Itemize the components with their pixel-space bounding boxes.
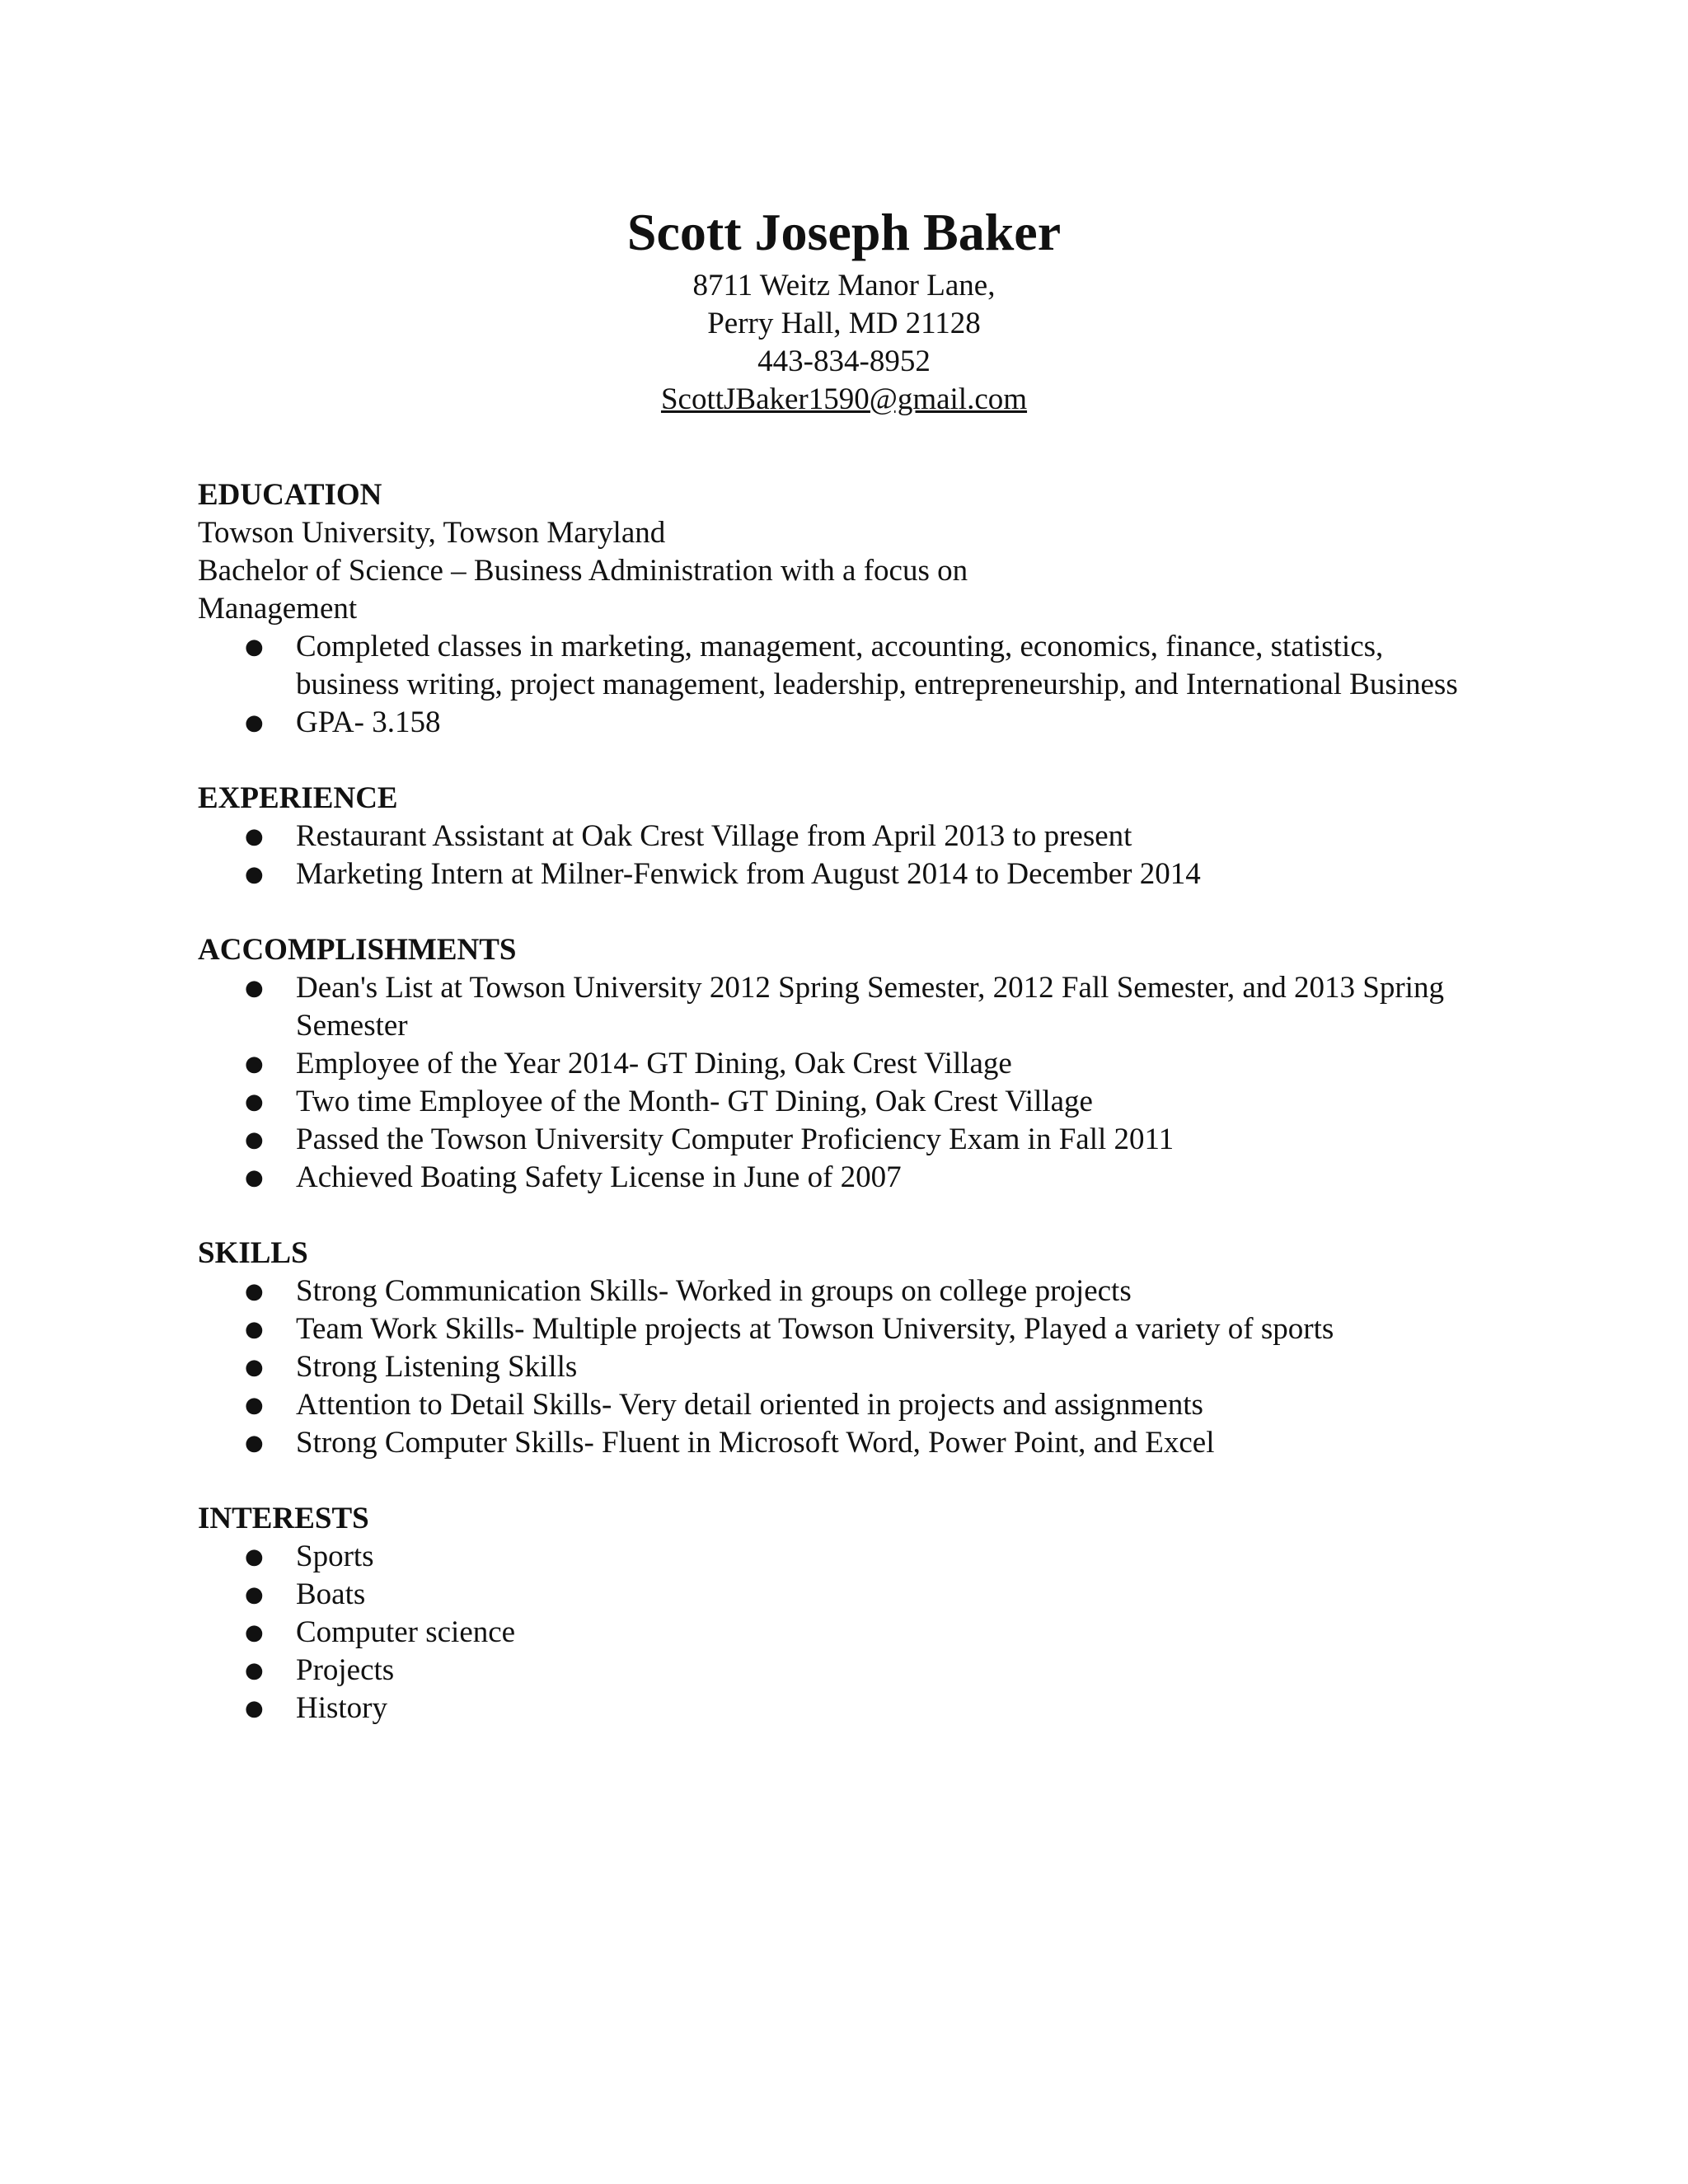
bullet-icon: ● <box>245 862 264 887</box>
address-line-2: Perry Hall, MD 21128 <box>707 307 981 340</box>
list-item-text: Restaurant Assistant at Oak Crest Village from April 2013 to present <box>296 819 1132 853</box>
list-item <box>198 1614 1484 1652</box>
skills-list <box>198 1272 1484 1462</box>
phone-number: 443-834-8952 <box>757 344 931 378</box>
list-item-text: Employee of the Year 2014- GT Dining, Oak Crest Village <box>296 1047 1012 1080</box>
accomplishments-heading: ACCOMPLISHMENTS <box>198 933 517 967</box>
education-list <box>198 628 1484 742</box>
list-item-text: Marketing Intern at Milner-Fenwick from August 2014 to December 2014 <box>296 857 1201 891</box>
list-item <box>198 628 1484 704</box>
interests-list <box>198 1538 1484 1727</box>
accomplishments-section <box>198 931 1484 1197</box>
list-item <box>198 1310 1484 1348</box>
resume-header <box>0 198 1688 419</box>
bullet-icon: ● <box>245 1696 264 1721</box>
experience-heading: EXPERIENCE <box>198 781 398 815</box>
bullet-icon: ● <box>245 1658 264 1683</box>
list-item <box>198 1272 1484 1310</box>
skills-section <box>198 1235 1484 1462</box>
experience-list <box>198 818 1484 893</box>
bullet-icon: ● <box>245 1582 264 1607</box>
list-item-text: Dean's List at Towson University 2012 Spring Semester, 2012 Fall Semester, and 2013 Spring Semester <box>296 971 1444 1043</box>
bullet-icon: ● <box>245 1127 264 1152</box>
bullet-icon: ● <box>245 1544 264 1569</box>
list-item <box>198 1348 1484 1386</box>
list-item <box>198 1690 1484 1727</box>
email-link[interactable]: ScottJBaker1590@gmail.com <box>660 382 1028 416</box>
list-item-text: Strong Communication Skills- Worked in groups on college projects <box>296 1274 1132 1308</box>
list-item <box>198 818 1484 855</box>
degree-line-1: Bachelor of Science – Business Administration with a focus on <box>198 554 968 588</box>
school-name: Towson University, Towson Maryland <box>198 516 666 550</box>
list-item <box>198 855 1484 893</box>
list-item-text: GPA- 3.158 <box>296 705 441 739</box>
bullet-icon: ● <box>245 1165 264 1190</box>
skills-heading: SKILLS <box>198 1236 308 1270</box>
list-item <box>198 1538 1484 1576</box>
accomplishments-list <box>198 969 1484 1197</box>
list-item-text: Attention to Detail Skills- Very detail oriented in projects and assignments <box>296 1388 1203 1422</box>
bullet-icon: ● <box>245 1355 264 1380</box>
list-item-text: Team Work Skills- Multiple projects at Towson University, Played a variety of sports <box>296 1312 1334 1346</box>
bullet-icon: ● <box>245 1431 264 1455</box>
candidate-name: Scott Joseph Baker <box>626 203 1062 261</box>
degree-line-2: Management <box>198 592 358 626</box>
list-item <box>198 1045 1484 1083</box>
bullet-icon: ● <box>245 824 264 849</box>
bullet-icon: ● <box>245 1052 264 1076</box>
bullet-icon: ● <box>245 976 264 1001</box>
list-item <box>198 1576 1484 1614</box>
bullet-icon: ● <box>245 1317 264 1342</box>
experience-section <box>198 780 1484 893</box>
list-item-text: Sports <box>296 1540 374 1573</box>
education-heading: EDUCATION <box>198 478 382 512</box>
list-item-text: Projects <box>296 1653 395 1687</box>
list-item-text: Boats <box>296 1577 366 1611</box>
list-item-text: Strong Listening Skills <box>296 1350 578 1384</box>
bullet-icon: ● <box>245 1393 264 1418</box>
list-item <box>198 1424 1484 1462</box>
list-item <box>198 1159 1484 1197</box>
bullet-icon: ● <box>245 1279 264 1304</box>
bullet-icon: ● <box>245 710 264 735</box>
list-item <box>198 969 1484 1045</box>
list-item-text: Computer science <box>296 1615 516 1649</box>
bullet-icon: ● <box>245 635 264 659</box>
list-item <box>198 1652 1484 1690</box>
list-item <box>198 1083 1484 1121</box>
list-item <box>198 1386 1484 1424</box>
email-line <box>0 381 1688 419</box>
interests-heading: INTERESTS <box>198 1502 369 1535</box>
list-item-text: Achieved Boating Safety License in June of 2007 <box>296 1160 902 1194</box>
list-item-text: Strong Computer Skills- Fluent in Microsoft Word, Power Point, and Excel <box>296 1426 1215 1460</box>
list-item-text: History <box>296 1691 387 1725</box>
bullet-icon: ● <box>245 1620 264 1645</box>
address-line-1: 8711 Weitz Manor Lane, <box>692 269 996 302</box>
resume-body <box>198 476 1484 1727</box>
education-section <box>198 476 1484 742</box>
list-item-text: Two time Employee of the Month- GT Dining, Oak Crest Village <box>296 1085 1093 1118</box>
list-item-text: Passed the Towson University Computer Proficiency Exam in Fall 2011 <box>296 1122 1175 1156</box>
list-item-text: Completed classes in marketing, management, accounting, economics, finance, statistics, business writing, project management, leadership, entrepreneurship, and International Business <box>296 630 1458 701</box>
interests-section <box>198 1500 1484 1727</box>
list-item <box>198 1121 1484 1159</box>
list-item <box>198 704 1484 742</box>
bullet-icon: ● <box>245 1090 264 1114</box>
